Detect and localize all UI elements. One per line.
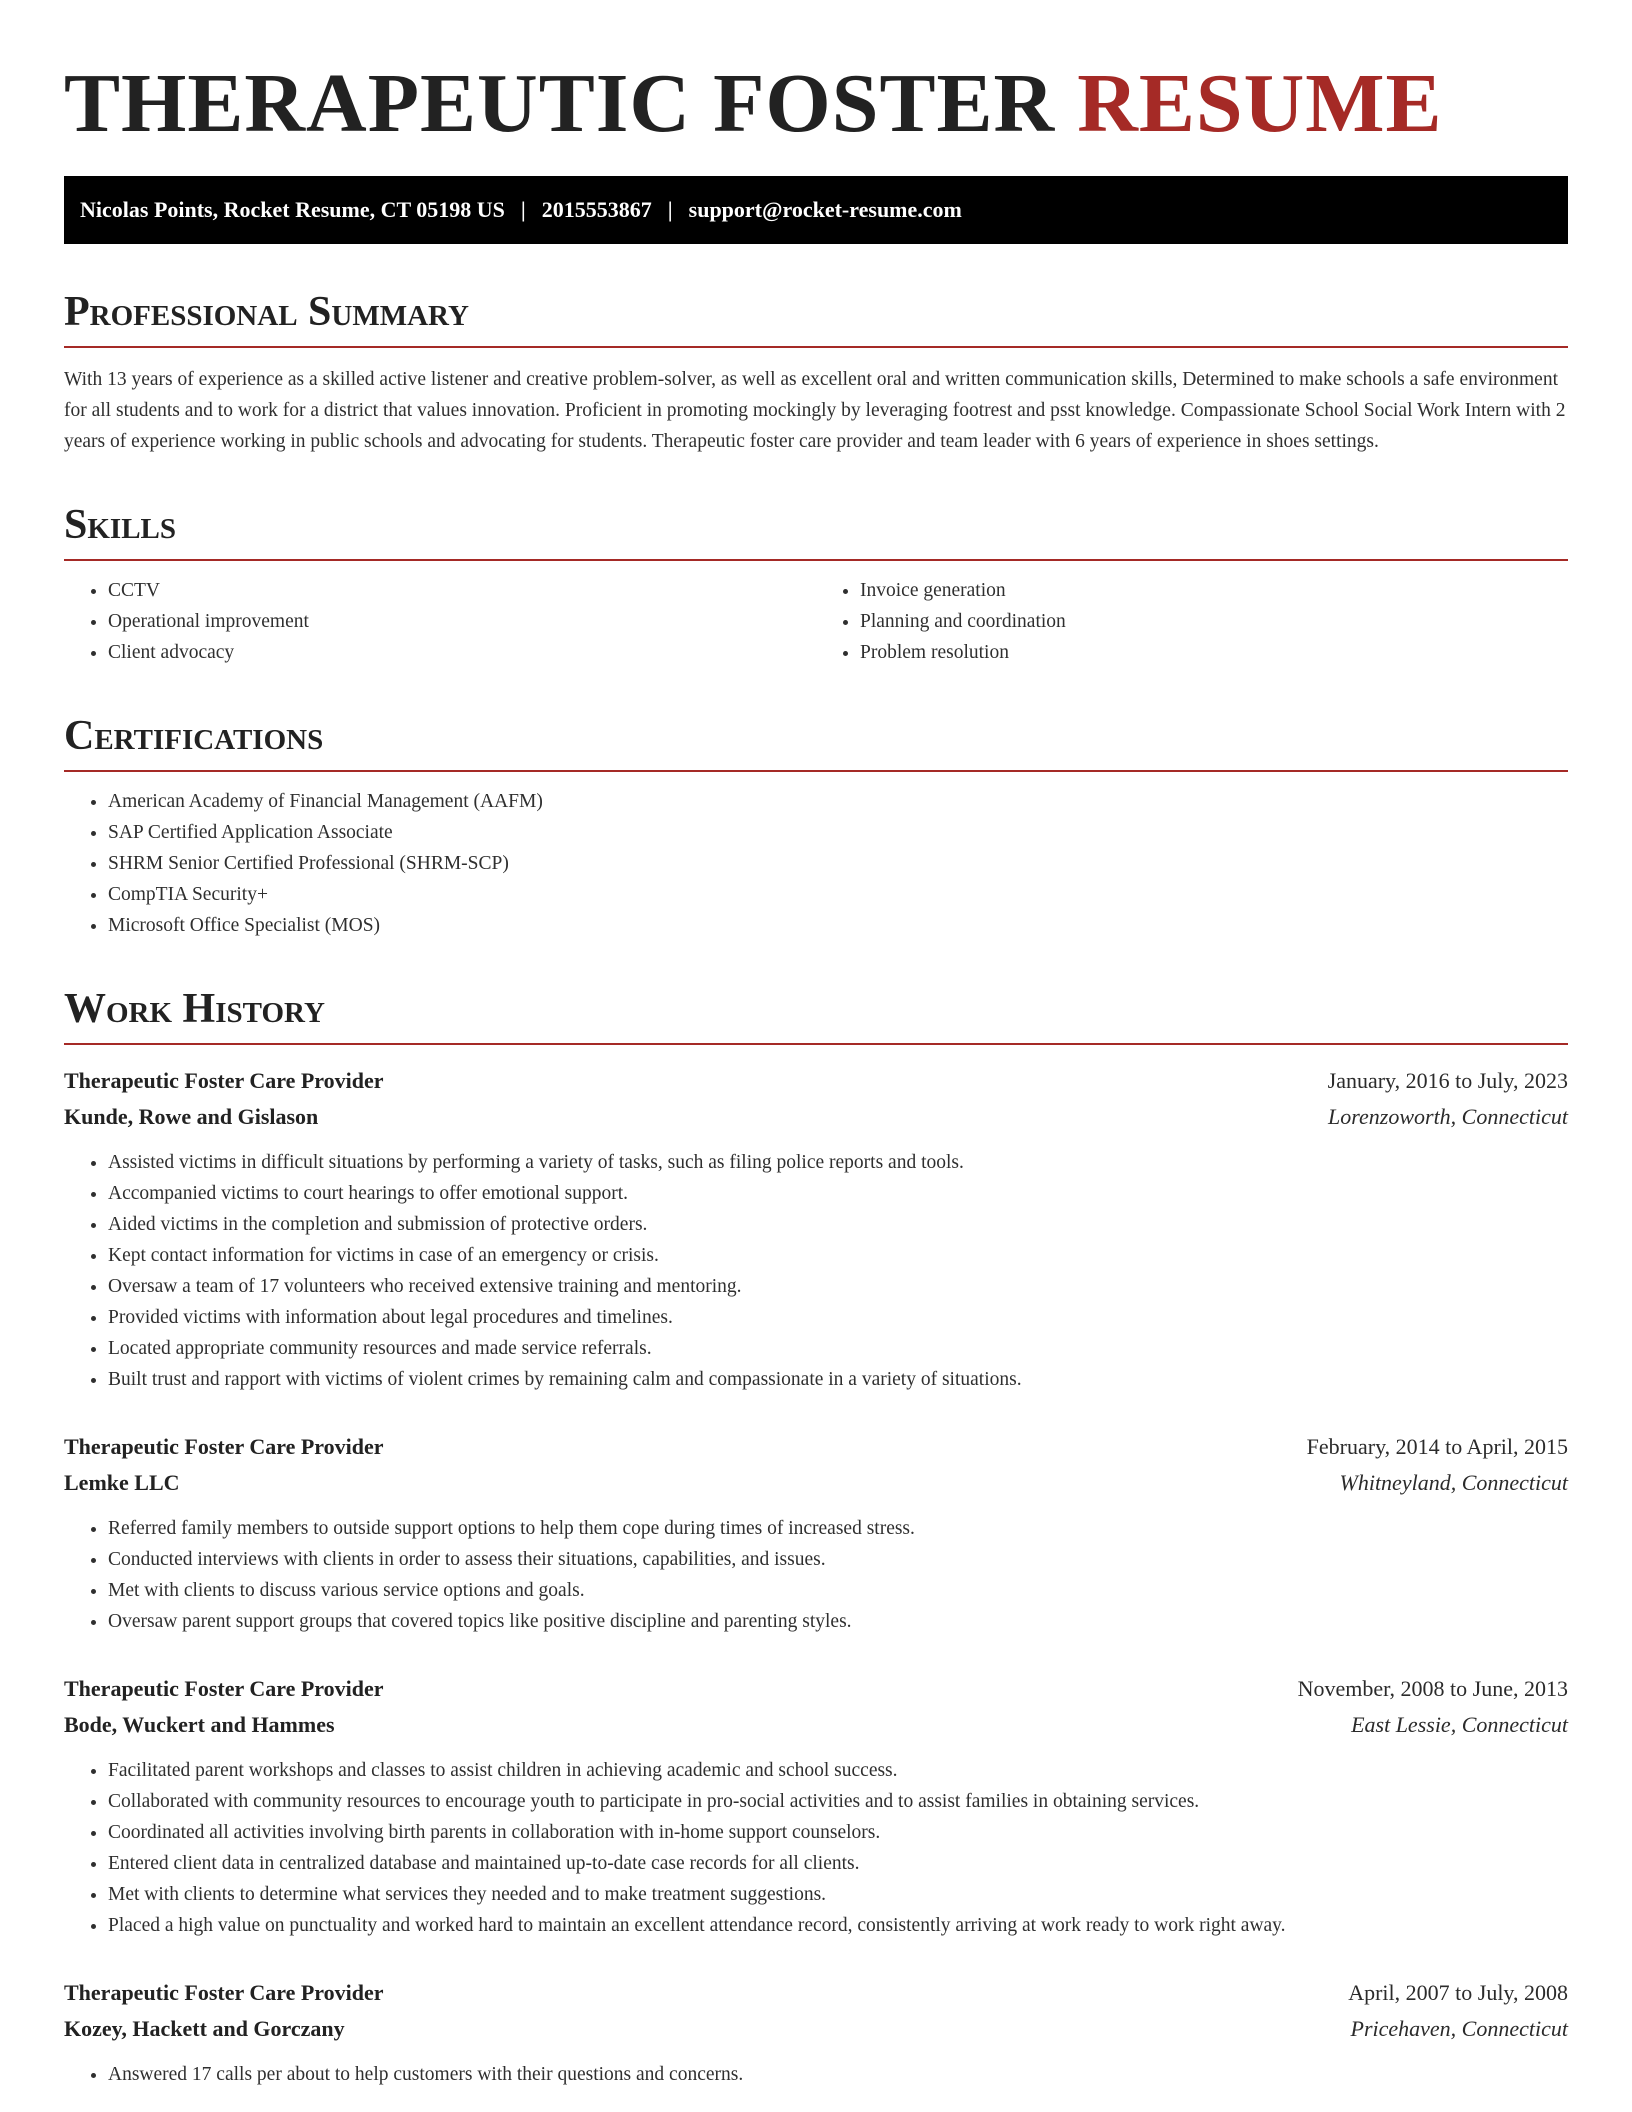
- job-duty: • Built trust and rapport with victims of violent crimes by remaining calm and compassionate in a variety of situations.: [108, 1364, 1568, 1395]
- job-company: Kozey, Hackett and Gorczany: [64, 2016, 345, 2041]
- job-duty: • Provided victims with information about legal procedures and timelines.: [108, 1302, 1568, 1333]
- job-company: Bode, Wuckert and Hammes: [64, 1712, 335, 1737]
- certifications-heading: Certifications: [64, 712, 1568, 772]
- job-duty: • Oversaw a team of 17 volunteers who received extensive training and mentoring.: [108, 1271, 1568, 1302]
- job-dates: February, 2014 to April, 2015: [1306, 1434, 1568, 1459]
- job-duties-list: [64, 2059, 1568, 2090]
- job-duty: • Referred family members to outside support options to help them cope during times of increased stress.: [108, 1513, 1568, 1544]
- job-header-row: [64, 1429, 1568, 1465]
- job-duty: • Collaborated with community resources to encourage youth to participate in pro-social activities and to assist families in obtaining services.: [108, 1786, 1568, 1817]
- job-duty: • Facilitated parent workshops and classes to assist children in achieving academic and school success.: [108, 1755, 1568, 1786]
- job-header-row: [64, 1975, 1568, 2011]
- job-duty: • Met with clients to determine what services they needed and to make treatment suggestions.: [108, 1879, 1568, 1910]
- skills-heading: Skills: [64, 501, 1568, 561]
- skill-item: • CCTV: [108, 575, 816, 606]
- skill-item: • Operational improvement: [108, 606, 816, 637]
- job-location: Whitneyland, Connecticut: [1339, 1470, 1568, 1495]
- job-title: Therapeutic Foster Care Provider: [64, 1068, 384, 1093]
- job-company: Lemke LLC: [64, 1470, 180, 1495]
- job-duty: • Met with clients to discuss various service options and goals.: [108, 1575, 1568, 1606]
- job-title: Therapeutic Foster Care Provider: [64, 1676, 384, 1701]
- certification-item: • CompTIA Security+: [108, 879, 1568, 910]
- skill-item: • Planning and coordination: [860, 606, 1568, 637]
- contact-phone: 2015553867: [541, 197, 652, 222]
- job-company-row: [64, 1465, 1568, 1501]
- contact-separator: |: [520, 197, 526, 222]
- job-title: Therapeutic Foster Care Provider: [64, 1980, 384, 2005]
- summary-heading: Professional Summary: [64, 288, 1568, 348]
- skills-section: [64, 501, 1568, 668]
- contact-separator: |: [667, 197, 673, 222]
- skill-item: • Invoice generation: [860, 575, 1568, 606]
- work-history-heading: Work History: [64, 985, 1568, 1045]
- certification-item: • American Academy of Financial Management (AAFM): [108, 786, 1568, 817]
- job-entry: [64, 1429, 1568, 1637]
- resume-title: [64, 56, 1568, 152]
- job-duty: • Located appropriate community resources and made service referrals.: [108, 1333, 1568, 1364]
- job-company: Kunde, Rowe and Gislason: [64, 1104, 319, 1129]
- job-location: Pricehaven, Connecticut: [1350, 2016, 1568, 2041]
- job-company-row: [64, 2011, 1568, 2047]
- job-duty: • Coordinated all activities involving birth parents in collaboration with in-home support counselors.: [108, 1817, 1568, 1848]
- job-header-row: [64, 1063, 1568, 1099]
- resume-title-accent: RESUME: [1077, 57, 1443, 150]
- contact-bar: [64, 176, 1568, 244]
- job-dates: January, 2016 to July, 2023: [1327, 1068, 1568, 1093]
- certification-item: • SHRM Senior Certified Professional (SHRM-SCP): [108, 848, 1568, 879]
- certifications-section: [64, 712, 1568, 941]
- skills-list-right: [816, 575, 1568, 668]
- job-location: East Lessie, Connecticut: [1351, 1712, 1568, 1737]
- certification-item: • SAP Certified Application Associate: [108, 817, 1568, 848]
- contact-address: Nicolas Points, Rocket Resume, CT 05198 US: [80, 197, 505, 222]
- job-duty: • Assisted victims in difficult situations by performing a variety of tasks, such as filing police reports and tools.: [108, 1147, 1568, 1178]
- job-duty: • Placed a high value on punctuality and worked hard to maintain an excellent attendance record, consistently arriving at work ready to work right away.: [108, 1910, 1568, 1941]
- job-dates: April, 2007 to July, 2008: [1348, 1980, 1568, 2005]
- job-duties-list: [64, 1513, 1568, 1637]
- skill-item: • Problem resolution: [860, 637, 1568, 668]
- job-company-row: [64, 1099, 1568, 1135]
- job-duty: • Aided victims in the completion and submission of protective orders.: [108, 1209, 1568, 1240]
- certifications-list: [64, 786, 1568, 941]
- summary-text: With 13 years of experience as a skilled active listener and creative problem-solver, as well as excellent oral and written communication skills, Determined to make schools a safe environment for all students and to work for a district that values innovation. Proficient in promoting mockingly by leveraging footrest and psst knowledge. Compassionate School Social Work Intern with 2 years of experience working in public schools and advocating for students. Therapeutic foster care provider and team leader with 6 years of experience in shoes settings.: [64, 369, 1566, 452]
- job-entry: [64, 1063, 1568, 1395]
- resume-title-main: THERAPEUTIC FOSTER: [64, 57, 1056, 150]
- skill-item: • Client advocacy: [108, 637, 816, 668]
- work-history-section: [64, 985, 1568, 2090]
- job-entry: [64, 1671, 1568, 1941]
- job-duty: • Entered client data in centralized database and maintained up-to-date case records for all clients.: [108, 1848, 1568, 1879]
- job-duties-list: [64, 1755, 1568, 1941]
- job-duty: • Oversaw parent support groups that covered topics like positive discipline and parenting styles.: [108, 1606, 1568, 1637]
- job-header-row: [64, 1671, 1568, 1707]
- job-location: Lorenzoworth, Connecticut: [1328, 1104, 1568, 1129]
- skills-grid: [64, 561, 1568, 668]
- job-dates: November, 2008 to June, 2013: [1297, 1676, 1568, 1701]
- job-duty: • Kept contact information for victims in case of an emergency or crisis.: [108, 1240, 1568, 1271]
- certification-item: • Microsoft Office Specialist (MOS): [108, 910, 1568, 941]
- job-company-row: [64, 1707, 1568, 1743]
- summary-section: [64, 288, 1568, 457]
- job-duty: • Accompanied victims to court hearings to offer emotional support.: [108, 1178, 1568, 1209]
- job-duties-list: [64, 1147, 1568, 1395]
- skills-list-left: [64, 575, 816, 668]
- contact-email: support@rocket-resume.com: [688, 197, 962, 222]
- job-entry: [64, 1975, 1568, 2090]
- job-duty: • Conducted interviews with clients in order to assess their situations, capabilities, and issues.: [108, 1544, 1568, 1575]
- job-duty: • Answered 17 calls per about to help customers with their questions and concerns.: [108, 2059, 1568, 2090]
- job-title: Therapeutic Foster Care Provider: [64, 1434, 384, 1459]
